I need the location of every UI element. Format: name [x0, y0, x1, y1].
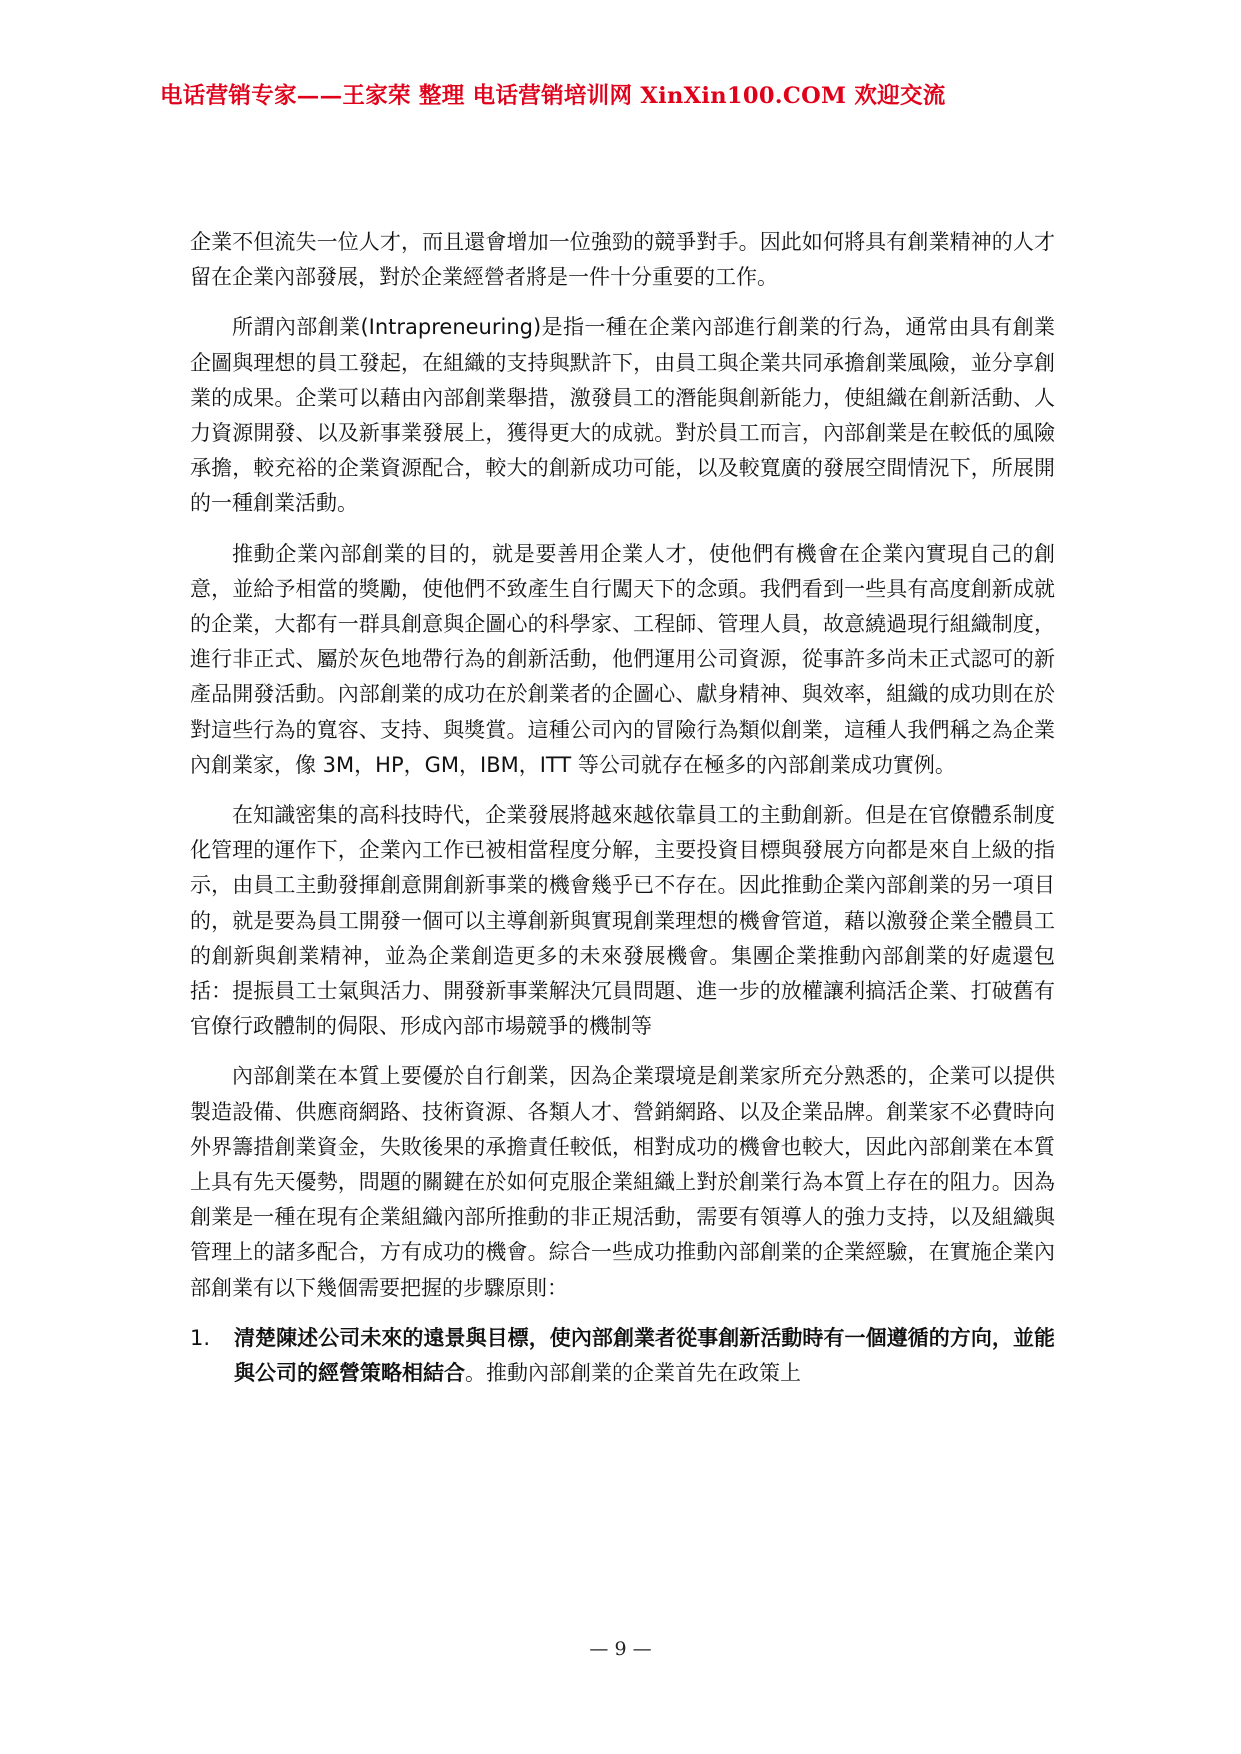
- page-header: 电话营销专家——王家荣 整理 电话营销培训网 XinXin100.COM 欢迎交流: [160, 83, 946, 109]
- paragraph: 所謂內部創業(Intrapreneuring)是指一種在企業內部進行創業的行為，通常由具有創業企圖與理想的員工發起，在組織的支持與默許下，由員工與企業共同承擔創業風險，並分享創業的成果。企業可以藉由內部創業舉措，激發員工的潛能與創新能力，使組織在創新活動、人力資源開發、以及新事業發展上，獲得更大的成就。對於員工而言，內部創業是在較低的風險承擔，較充裕的企業資源配合，較大的創新成功可能，以及較寬廣的發展空間情況下，所展開的一種創業活動。: [190, 315, 1055, 516]
- list-item-text: 。推動內部創業的企業首先在政策上: [465, 1361, 801, 1386]
- list-item: [190, 1321, 1055, 1391]
- paragraph: 在知識密集的高科技時代，企業發展將越來越依靠員工的主動創新。但是在官僚體系制度化管理的運作下，企業內工作已被相當程度分解，主要投資目標與發展方向都是來自上級的指示，由員工主動發揮創意開創新事業的機會幾乎已不存在。因此推動企業內部創業的另一項目的，就是要為員工開發一個可以主導創新與實現創業理想的機會管道，藉以激發企業全體員工的創新與創業精神，並為企業創造更多的未來發展機會。集團企業推動內部創業的好處還包括：提振員工士氣與活力、開發新事業解決冗員問題、進一步的放權讓利搞活企業、打破舊有官僚行政體制的侷限、形成內部市場競爭的機制等: [190, 803, 1055, 1039]
- list-item-bold-text: 清楚陳述公司未來的遠景與目標，使內部創業者從事創新活動時有一個遵循的方向，並能與公司的經營策略相結合: [234, 1325, 1055, 1386]
- list-item-number: 1.: [190, 1325, 211, 1350]
- paragraph: 推動企業內部創業的目的，就是要善用企業人才，使他們有機會在企業內實現自己的創意，並給予相當的獎勵，使他們不致產生自行闖天下的念頭。我們看到一些具有高度創新成就的企業，大都有一群具創意與企圖心的科學家、工程師、管理人員，故意繞過現行組織制度，進行非正式、屬於灰色地帶行為的創新活動，他們運用公司資源，從事許多尚未正式認可的新產品開發活動。內部創業的成功在於創業者的企圖心、獻身精神、與效率，組織的成功則在於對這些行為的寬容、支持、與獎賞。這種公司內的冒險行為類似創業，這種人我們稱之為企業內創業家，像 3M，HP，GM，IBM，ITT 等公司就存在極多的內部創業成功實例。: [190, 541, 1055, 777]
- page-number: — 9 —: [589, 1638, 652, 1660]
- paragraph: 內部創業在本質上要優於自行創業，因為企業環境是創業家所充分熟悉的，企業可以提供製造設備、供應商網路、技術資源、各類人才、營銷網路、以及企業品牌。創業家不必費時向外界籌措創業資金，失敗後果的承擔責任較低，相對成功的機會也較大，因此內部創業在本質上具有先天優勢，問題的關鍵在於如何克服企業組織上對於創業行為本質上存在的阻力。因為創業是一種在現有企業組織內部所推動的非正規活動，需要有領導人的強力支持，以及組織與管理上的諸多配合，方有成功的機會。綜合一些成功推動內部創業的企業經驗，在實施企業內部創業有以下幾個需要把握的步驟原則：: [190, 1064, 1055, 1300]
- paragraph: 企業不但流失一位人才，而且還會增加一位強勁的競爭對手。因此如何將具有創業精神的人才留在企業內部發展，對於企業經營者將是一件十分重要的工作。: [190, 230, 1055, 290]
- document-body: [190, 225, 1055, 1406]
